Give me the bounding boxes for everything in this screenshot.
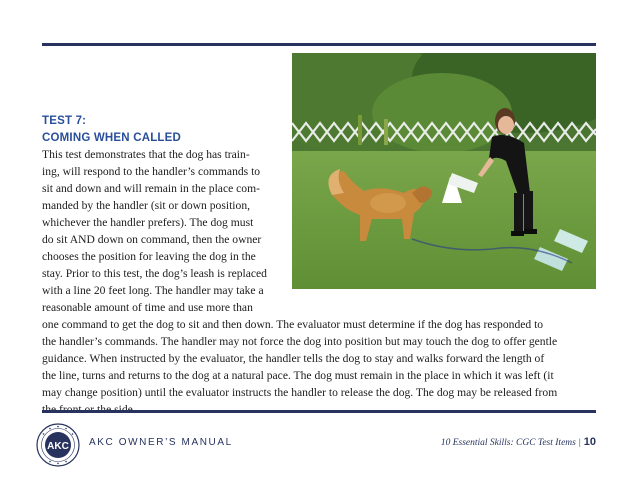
section-title: 10 Essential Skills: CGC Test Items — [440, 438, 576, 448]
body-text-line: chooses the position for leaving the dog in the — [42, 250, 256, 263]
body-text-line: the handler’s commands. The handler may not force the dog into position but may touch the dog to offer gentle — [42, 335, 558, 348]
top-rule — [42, 43, 596, 46]
body-text-line: whichever the handler prefers). The dog must — [42, 216, 254, 229]
separator: | — [578, 438, 581, 448]
body-text-line: guidance. When instructed by the evaluator, the handler tells the dog to stay and walks forward the length of — [42, 352, 545, 365]
body-text-line: one command to get the dog to sit and then down. The evaluator must determine if the dog has responded to — [42, 318, 544, 331]
photo-dog-and-handler — [292, 53, 596, 289]
body-text-line: This test demonstrates that the dog has train- — [42, 148, 250, 161]
body-text-line: do sit AND down on command, then the owner — [42, 233, 262, 246]
page-number: 10 — [583, 436, 596, 448]
body-text-line: stay. Prior to this test, the dog’s leash is replaced — [42, 267, 267, 280]
body-text-line: with a line 20 feet long. The handler may take a — [42, 284, 264, 297]
test-number-heading: TEST 7: — [42, 115, 87, 127]
body-text-line: manded by the handler (sit or down position, — [42, 199, 251, 212]
test-title-heading: COMING WHEN CALLED — [42, 132, 182, 144]
body-text-line: ing, will respond to the handler’s commands to — [42, 165, 261, 178]
body-text-line: the line, turns and returns to the dog at a natural pace. The dog must remain in the place in which it was left (it — [42, 369, 554, 382]
akc-seal-logo — [36, 423, 80, 467]
body-text-line: reasonable amount of time and use more than — [42, 301, 253, 314]
body-text-line: sit and down and will remain in the place com- — [42, 182, 260, 195]
bottom-rule — [42, 410, 596, 413]
body-text-line: may change position) until the evaluator instructs the handler to release the dog. The dog may be released from — [42, 386, 558, 399]
logo-text: AKC — [47, 441, 69, 452]
footer-section-info — [441, 436, 596, 448]
manual-title: AKC OWNER’S MANUAL — [89, 437, 233, 448]
